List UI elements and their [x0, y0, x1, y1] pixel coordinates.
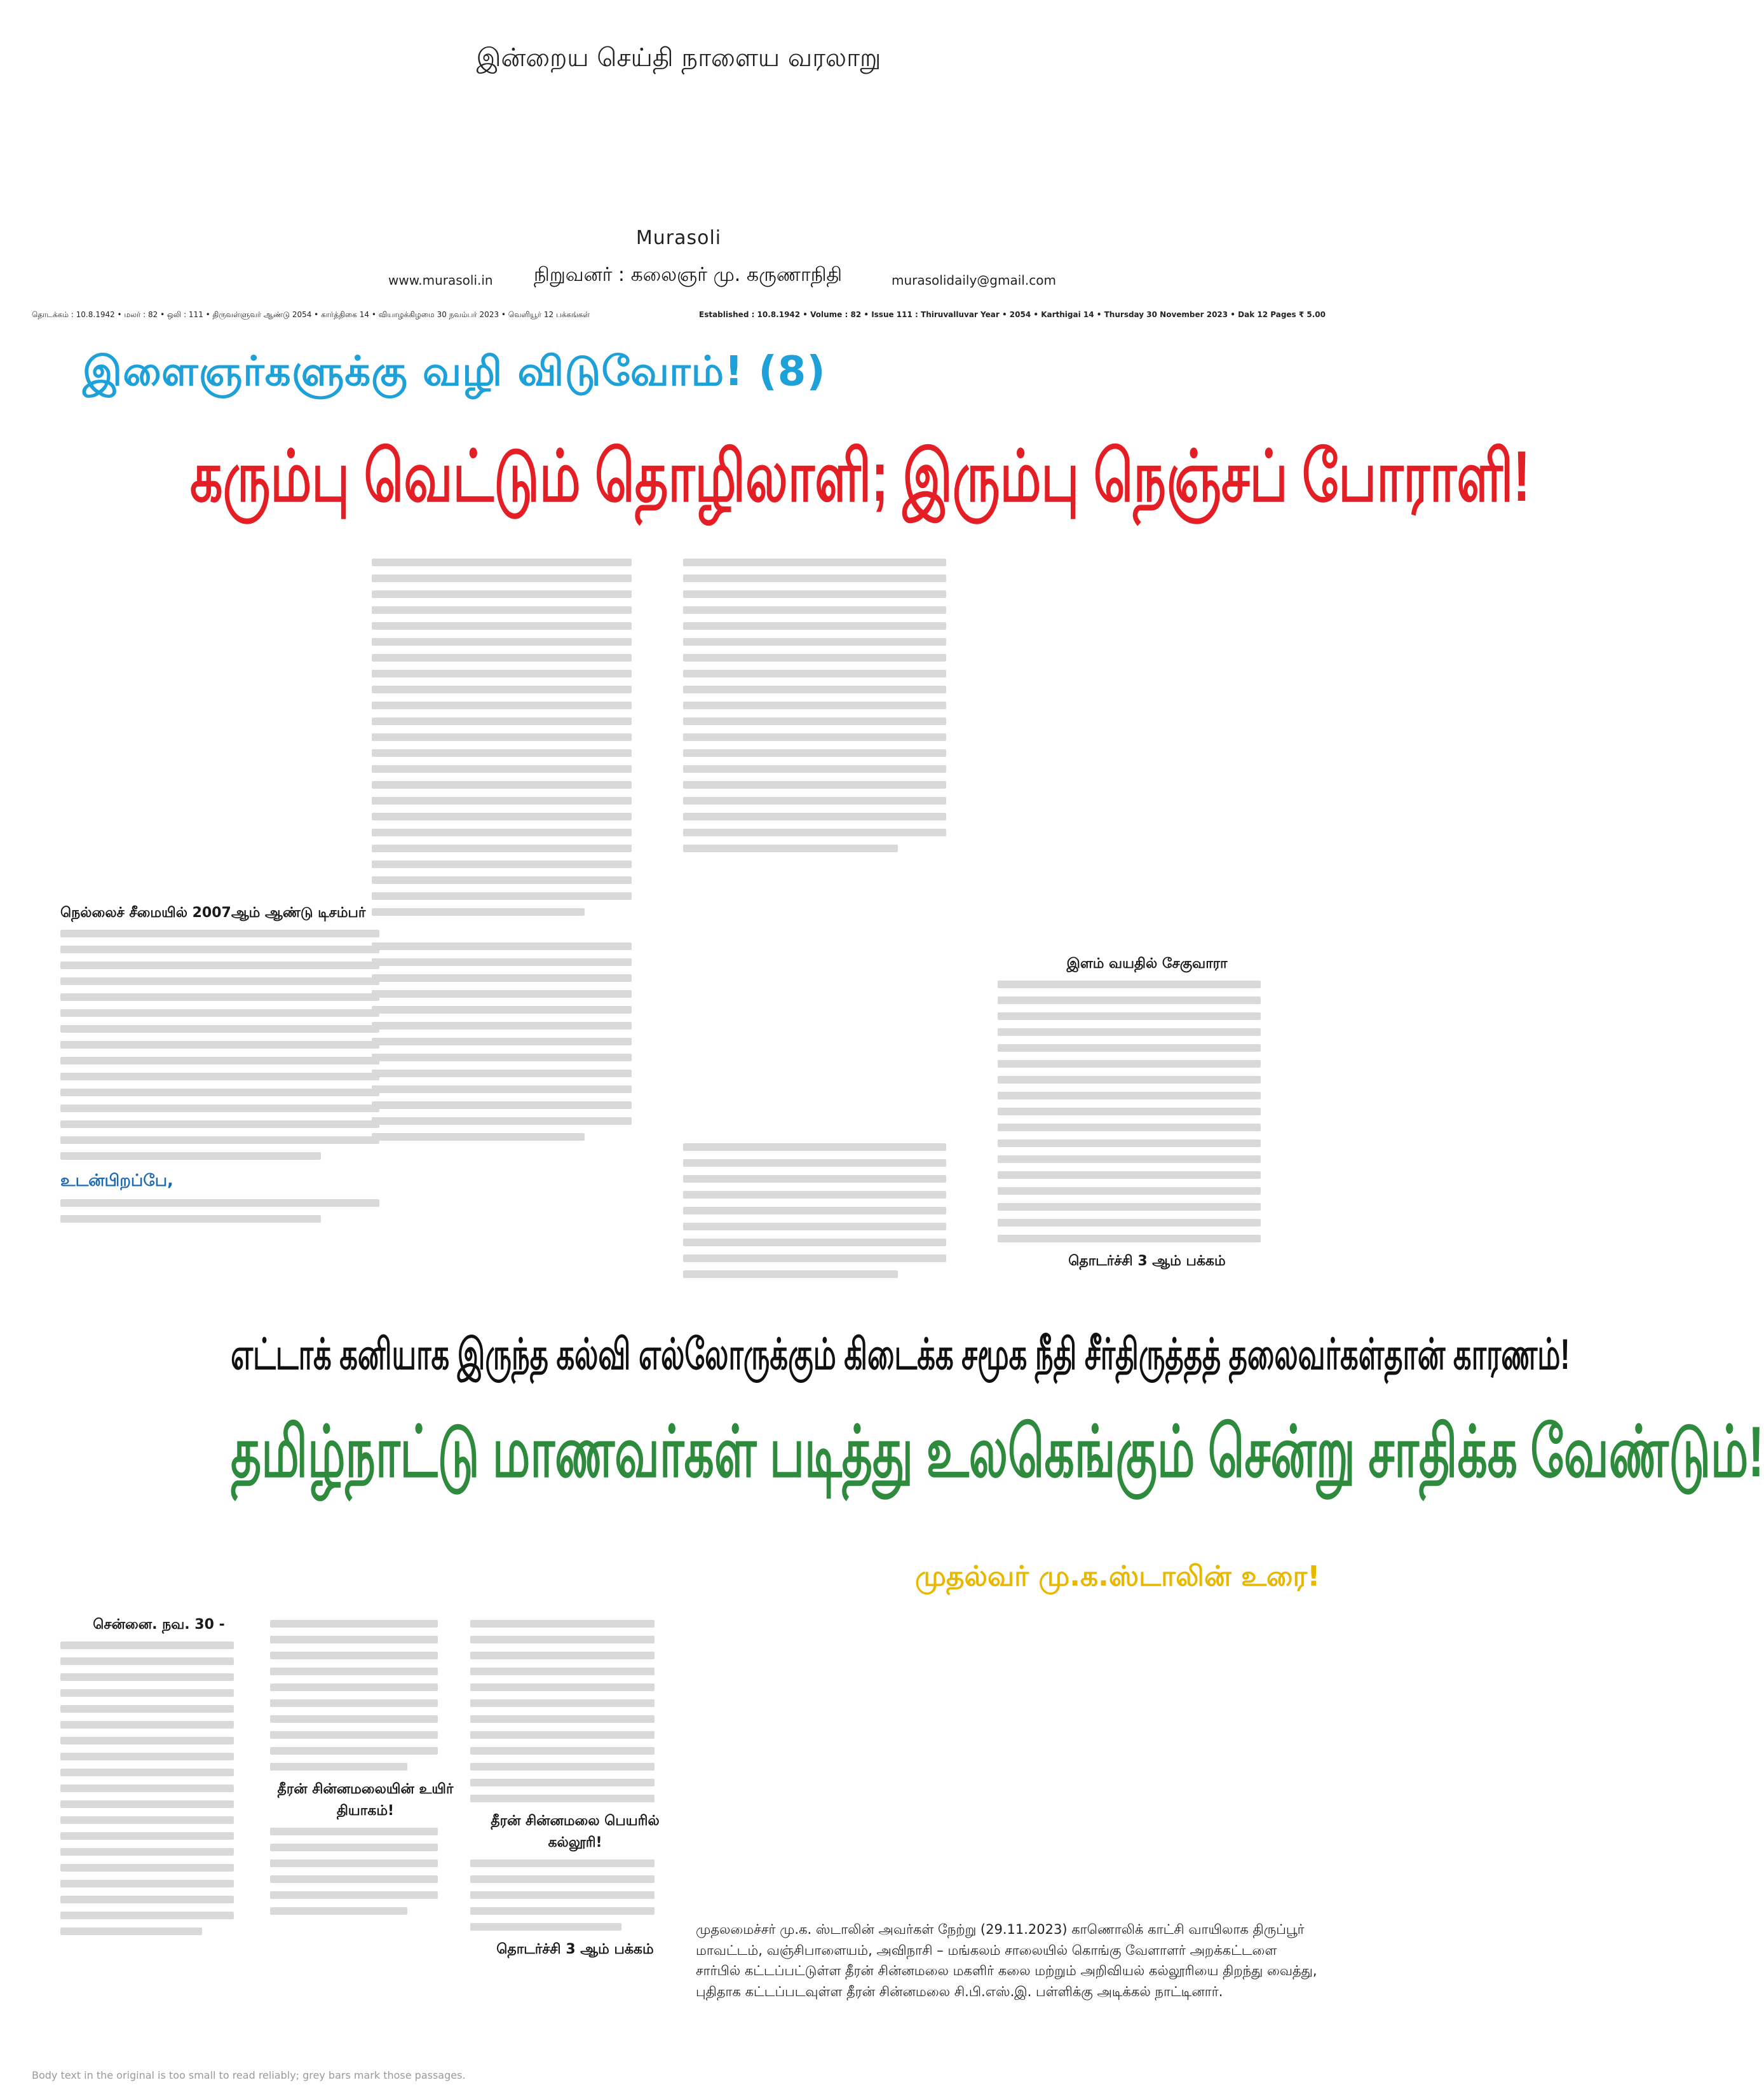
text-placeholder [998, 1092, 1261, 1099]
text-placeholder [470, 1668, 655, 1675]
text-placeholder [470, 1763, 655, 1771]
text-placeholder [683, 702, 946, 709]
text-placeholder [683, 829, 946, 836]
text-placeholder [998, 1139, 1261, 1147]
text-placeholder [683, 1143, 946, 1151]
illegible-text-notice: Body text in the original is too small to read reliably; grey bars mark those passages. [32, 2069, 466, 2081]
text-placeholder [998, 1060, 1261, 1068]
story2-subhead-2: தீரன் சின்னமலை பெயரில் கல்லூரி! [491, 1813, 660, 1851]
text-placeholder [683, 638, 946, 646]
story2-continued: தொடர்ச்சி 3 ஆம் பக்கம் [496, 1941, 654, 1958]
text-placeholder [270, 1620, 438, 1628]
text-placeholder [372, 622, 632, 630]
text-placeholder [372, 1101, 632, 1109]
text-placeholder [683, 1239, 946, 1246]
dateline-tamil: தொடக்கம் : 10.8.1942 • மலர் : 82 • ஒலி : 111 • திருவள்ளுவர் ஆண்டு 2054 • கார்த்திகை 14 • வியாழக்கிழமை 30 நவம்பர் 2023 • வெளியூர் 12 பக்கங்கள் [32, 310, 590, 319]
text-placeholder [998, 1187, 1261, 1195]
text-placeholder [270, 1763, 407, 1771]
text-placeholder [60, 1120, 379, 1128]
text-placeholder [470, 1652, 655, 1659]
text-placeholder [470, 1875, 655, 1883]
text-placeholder [60, 1025, 379, 1033]
text-placeholder [60, 1642, 234, 1649]
text-placeholder [683, 590, 946, 598]
text-placeholder [683, 1159, 946, 1167]
text-placeholder [683, 1191, 946, 1199]
text-placeholder [683, 559, 946, 566]
text-placeholder [683, 574, 946, 582]
text-placeholder [60, 1073, 379, 1080]
text-placeholder [372, 990, 632, 998]
story1-subhead-right: இளம் வயதில் சேகுவாரா [1066, 956, 1228, 972]
text-placeholder [372, 765, 632, 773]
lead-headline: கரும்பு வெட்டும் தொழிலாளி; இரும்பு நெஞ்சப் போராளி! [190, 437, 1531, 516]
story1-column-3-lower [683, 1138, 982, 1286]
text-placeholder [60, 930, 379, 937]
text-placeholder [998, 1155, 1261, 1163]
text-placeholder [683, 845, 898, 852]
text-placeholder [60, 1816, 234, 1824]
dateline-english: Established : 10.8.1942 • Volume : 82 • Issue 111 : Thiruvalluvar Year • 2054 • Karthigai 14 • Thursday 30 November 2023 • Dak 12 Pages ₹ 5.00 [699, 310, 1326, 319]
text-placeholder [372, 1022, 632, 1030]
text-placeholder [60, 1041, 379, 1049]
text-placeholder [470, 1859, 655, 1867]
text-placeholder [60, 1057, 379, 1064]
text-placeholder [60, 1673, 234, 1681]
text-placeholder [372, 1054, 632, 1061]
text-placeholder [372, 590, 632, 598]
text-placeholder [683, 1223, 946, 1230]
text-placeholder [683, 1270, 898, 1278]
text-placeholder [470, 1907, 655, 1915]
text-placeholder [60, 1089, 379, 1096]
text-placeholder [683, 733, 946, 741]
text-placeholder [372, 670, 632, 677]
text-placeholder [60, 1927, 202, 1935]
text-placeholder [470, 1620, 655, 1628]
text-placeholder [683, 606, 946, 614]
text-placeholder [470, 1636, 655, 1643]
text-placeholder [372, 974, 632, 982]
story2-dateline: சென்னை. நவ. 30 - [93, 1617, 225, 1633]
text-placeholder [372, 876, 632, 884]
text-placeholder [60, 962, 379, 969]
story2-kicker: எட்டாக் கனியாக இருந்த கல்வி எல்லோருக்கும் கிடைக்க சமூக நீதி சீர்திருத்தத் தலைவர்கள்தான் காரணம்! [231, 1330, 1570, 1378]
text-placeholder [998, 996, 1261, 1004]
text-placeholder [60, 1769, 234, 1776]
text-placeholder [60, 946, 379, 953]
text-placeholder [60, 1009, 379, 1017]
text-placeholder [470, 1795, 655, 1802]
text-placeholder [372, 829, 632, 836]
text-placeholder [60, 1832, 234, 1840]
story1-column-2 [372, 553, 667, 1149]
text-placeholder [372, 892, 632, 900]
text-placeholder [372, 749, 632, 757]
text-placeholder [683, 1175, 946, 1183]
text-placeholder [270, 1668, 438, 1675]
story1-subhead-left: உடன்பிறப்பே, [60, 1171, 173, 1191]
text-placeholder [372, 1117, 632, 1125]
text-placeholder [372, 717, 632, 725]
newspaper-tagline: இன்றைய செய்தி நாளைய வரலாறு [476, 43, 881, 72]
text-placeholder [270, 1731, 438, 1739]
text-placeholder [60, 1721, 234, 1729]
story1-intro-column [60, 902, 423, 1231]
text-placeholder [998, 1012, 1261, 1020]
text-placeholder [372, 1006, 632, 1014]
text-placeholder [60, 1896, 234, 1903]
text-placeholder [998, 1203, 1261, 1211]
text-placeholder [998, 1108, 1261, 1115]
story2-byline: முதல்வர் மு.க.ஸ்டாலின் உரை! [915, 1560, 1320, 1593]
text-placeholder [270, 1699, 438, 1707]
text-placeholder [372, 702, 632, 709]
text-placeholder [372, 797, 632, 805]
text-placeholder [60, 1800, 234, 1808]
text-placeholder [60, 977, 379, 985]
text-placeholder [372, 654, 632, 662]
story2-column-1 [60, 1614, 257, 1943]
text-placeholder [683, 781, 946, 789]
text-placeholder [270, 1859, 438, 1867]
text-placeholder [683, 1254, 946, 1262]
text-placeholder [270, 1891, 438, 1899]
text-placeholder [683, 797, 946, 805]
text-placeholder [470, 1779, 655, 1786]
text-placeholder [372, 733, 632, 741]
founder-row [0, 264, 1357, 292]
text-placeholder [372, 1133, 585, 1141]
text-placeholder [998, 1171, 1261, 1179]
text-placeholder [470, 1715, 655, 1723]
text-placeholder [683, 717, 946, 725]
text-placeholder [60, 1864, 234, 1872]
text-placeholder [998, 1076, 1261, 1084]
text-placeholder [60, 1689, 234, 1697]
text-placeholder [372, 606, 632, 614]
text-placeholder [60, 1848, 234, 1856]
text-placeholder [60, 993, 379, 1001]
text-placeholder [60, 1136, 379, 1144]
text-placeholder [372, 1070, 632, 1077]
text-placeholder [372, 781, 632, 789]
story1-intro-first-line: நெல்லைச் சீமையில் 2007ஆம் ஆண்டு டிசம்பர் [60, 905, 366, 921]
text-placeholder [470, 1699, 655, 1707]
text-placeholder [372, 860, 632, 868]
text-placeholder [470, 1891, 655, 1899]
text-placeholder [372, 574, 632, 582]
text-placeholder [683, 654, 946, 662]
website-link[interactable]: www.murasoli.in [388, 273, 493, 288]
text-placeholder [60, 1785, 234, 1792]
story2-subhead-1: தீரன் சின்னமலையின் உயிர் தியாகம்! [277, 1781, 454, 1819]
text-placeholder [270, 1875, 438, 1883]
text-placeholder [998, 1044, 1261, 1052]
text-placeholder [270, 1715, 438, 1723]
text-placeholder [270, 1844, 438, 1851]
story2-column-2 [270, 1614, 461, 1923]
text-placeholder [683, 1207, 946, 1214]
story1-continued: தொடர்ச்சி 3 ஆம் பக்கம் [1068, 1253, 1226, 1270]
text-placeholder [372, 942, 632, 950]
dateline [32, 310, 1326, 320]
text-placeholder [372, 813, 632, 820]
text-placeholder [683, 686, 946, 693]
text-placeholder [60, 1152, 321, 1160]
text-placeholder [998, 1124, 1261, 1131]
text-placeholder [60, 1912, 234, 1919]
text-placeholder [372, 559, 632, 566]
text-placeholder [270, 1828, 438, 1835]
text-placeholder [470, 1923, 621, 1931]
text-placeholder [270, 1683, 438, 1691]
text-placeholder [470, 1731, 655, 1739]
founder-line: நிறுவனர் : கலைஞர் மு. கருணாநிதி [534, 264, 843, 286]
text-placeholder [60, 1880, 234, 1887]
text-placeholder [372, 1038, 632, 1045]
text-placeholder [683, 813, 946, 820]
text-placeholder [60, 1753, 234, 1760]
text-placeholder [60, 1737, 234, 1744]
series-title: இளைஞர்களுக்கு வழி விடுவோம்! (8) [83, 348, 826, 395]
text-placeholder [60, 1657, 234, 1665]
text-placeholder [998, 1219, 1261, 1227]
text-placeholder [60, 1705, 234, 1713]
text-placeholder [60, 1199, 379, 1207]
text-placeholder [998, 1235, 1261, 1242]
text-placeholder [270, 1652, 438, 1659]
story1-column-3 [683, 553, 982, 860]
masthead-logo-area [520, 95, 838, 222]
text-placeholder [683, 622, 946, 630]
text-placeholder [372, 1085, 632, 1093]
email-link[interactable]: murasolidaily@gmail.com [892, 273, 1056, 288]
text-placeholder [372, 686, 632, 693]
story2-column-3 [470, 1614, 680, 1961]
text-placeholder [470, 1747, 655, 1755]
text-placeholder [683, 670, 946, 677]
masthead-title: Murasoli [635, 227, 722, 249]
text-placeholder [372, 845, 632, 852]
text-placeholder [683, 749, 946, 757]
text-placeholder [270, 1636, 438, 1643]
text-placeholder [683, 765, 946, 773]
text-placeholder [998, 1028, 1261, 1036]
text-placeholder [270, 1907, 407, 1915]
story1-column-4 [998, 953, 1296, 1272]
text-placeholder [998, 981, 1261, 988]
text-placeholder [270, 1747, 438, 1755]
story2-headline: தமிழ்நாட்டு மாணவர்கள் படித்து உலகெங்கும் சென்று சாதிக்க வேண்டும்! [231, 1412, 1764, 1492]
text-placeholder [372, 638, 632, 646]
text-placeholder [470, 1683, 655, 1691]
text-placeholder [60, 1215, 321, 1223]
text-placeholder [372, 908, 585, 916]
photo-caption: முதலமைச்சர் மு.க. ஸ்டாலின் அவர்கள் நேற்று (29.11.2023) காணொலிக் காட்சி வாயிலாக திருப்பூர் மாவட்டம், வஞ்சிபாளையம், அவிநாசி – மங்கலம் சாலையில் கொங்கு வேளாளர் அறக்கட்டளை சார்பில் கட்டப்பட்டுள்ள தீரன் சின்னமலை மகளிர் கலை மற்றும் அறிவியல் கல்லூரியை திறந்து வைத்து, புதிதாக கட்டப்படவுள்ள தீரன் சின்னமலை சி.பி.எஸ்.இ. பள்ளிக்கு அடிக்கல் நாட்டினார். [696, 1922, 1317, 1999]
text-placeholder [372, 958, 632, 966]
text-placeholder [60, 1105, 379, 1112]
